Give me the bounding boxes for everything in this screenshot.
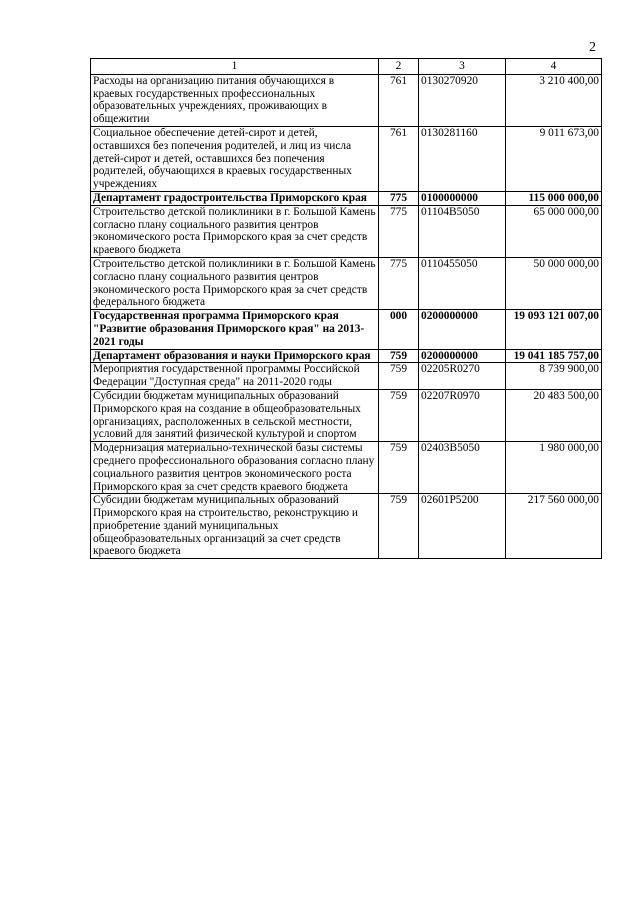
table-row xyxy=(91,363,602,390)
table-row xyxy=(91,126,602,191)
row-amount: 19 093 121 007,00 xyxy=(506,310,602,349)
row-amount: 50 000 000,00 xyxy=(506,257,602,309)
row-department-code: 761 xyxy=(379,126,419,191)
row-name: Департамент градостроительства Приморского края xyxy=(91,191,379,205)
row-department-code: 759 xyxy=(379,349,419,363)
row-target-code: 0200000000 xyxy=(419,349,506,363)
row-amount: 20 483 500,00 xyxy=(506,389,602,441)
row-amount: 19 041 185 757,00 xyxy=(506,349,602,363)
row-name: Департамент образования и науки Приморского края xyxy=(91,349,379,363)
row-target-code: 0200000000 xyxy=(419,310,506,349)
row-name: Строительство детской поликлиники в г. Большой Камень согласно плану социального развития центров экономического роста Приморского края за счет средств федерального бюджета xyxy=(91,257,379,309)
row-amount: 9 011 673,00 xyxy=(506,126,602,191)
row-target-code: 02601P5200 xyxy=(419,494,506,559)
row-department-code: 759 xyxy=(379,389,419,441)
table-row xyxy=(91,191,602,205)
table-row xyxy=(91,310,602,349)
table-row xyxy=(91,257,602,309)
row-name: Модернизация материально-технической базы системы среднего профессионального образования согласно плану социального развития центров экономического роста Приморского края за счет средств краевого бюджета xyxy=(91,442,379,494)
row-target-code: 0100000000 xyxy=(419,191,506,205)
row-amount: 3 210 400,00 xyxy=(506,74,602,126)
header-col-1: 1 xyxy=(91,59,379,75)
row-amount: 65 000 000,00 xyxy=(506,205,602,257)
row-amount: 217 560 000,00 xyxy=(506,494,602,559)
row-name: Расходы на организацию питания обучающихся в краевых государственных профессиональных образовательных учреждениях, проживающих в общежитии xyxy=(91,74,379,126)
row-target-code: 02205R0270 xyxy=(419,363,506,390)
table-row xyxy=(91,442,602,494)
row-name: Субсидии бюджетам муниципальных образований Приморского края на строительство, реконструкцию и приобретение зданий муниципальных общеобразовательных организаций за счет средств краевого бюджета xyxy=(91,494,379,559)
table-body xyxy=(91,74,602,558)
row-target-code: 01104B5050 xyxy=(419,205,506,257)
table-row xyxy=(91,389,602,441)
row-department-code: 759 xyxy=(379,363,419,390)
row-name: Социальное обеспечение детей-сирот и детей, оставшихся без попечения родителей, и лиц из числа детей-сирот и детей, оставшихся без попечения родителей, обучающихся в краевых государственных учреждениях xyxy=(91,126,379,191)
table-row xyxy=(91,494,602,559)
row-department-code: 761 xyxy=(379,74,419,126)
row-target-code: 02207R0970 xyxy=(419,389,506,441)
row-name: Государственная программа Приморского края "Развитие образования Приморского края" на 2013-2021 годы xyxy=(91,310,379,349)
row-department-code: 775 xyxy=(379,191,419,205)
table-row xyxy=(91,205,602,257)
row-target-code: 0130270920 xyxy=(419,74,506,126)
row-target-code: 0130281160 xyxy=(419,126,506,191)
row-target-code: 02403B5050 xyxy=(419,442,506,494)
row-name: Строительство детской поликлиники в г. Большой Камень согласно плану социального развития центров экономического роста Приморского края за счет средств краевого бюджета xyxy=(91,205,379,257)
row-target-code: 0110455050 xyxy=(419,257,506,309)
header-col-4: 4 xyxy=(506,59,602,75)
row-department-code: 759 xyxy=(379,494,419,559)
row-name: Мероприятия государственной программы Российской Федерации "Доступная среда" на 2011-2020 годы xyxy=(91,363,379,390)
page-number: 2 xyxy=(589,40,596,55)
header-col-2: 2 xyxy=(379,59,419,75)
table-row xyxy=(91,74,602,126)
row-amount: 1 980 000,00 xyxy=(506,442,602,494)
budget-table xyxy=(90,58,602,559)
table-row xyxy=(91,349,602,363)
row-name: Субсидии бюджетам муниципальных образований Приморского края на создание в общеобразовательных организациях, расположенных в сельской местности, условий для занятий физической культурой и спортом xyxy=(91,389,379,441)
row-department-code: 775 xyxy=(379,205,419,257)
row-amount: 115 000 000,00 xyxy=(506,191,602,205)
header-col-3: 3 xyxy=(419,59,506,75)
row-amount: 8 739 900,00 xyxy=(506,363,602,390)
row-department-code: 000 xyxy=(379,310,419,349)
header-row xyxy=(91,59,602,75)
row-department-code: 759 xyxy=(379,442,419,494)
row-department-code: 775 xyxy=(379,257,419,309)
